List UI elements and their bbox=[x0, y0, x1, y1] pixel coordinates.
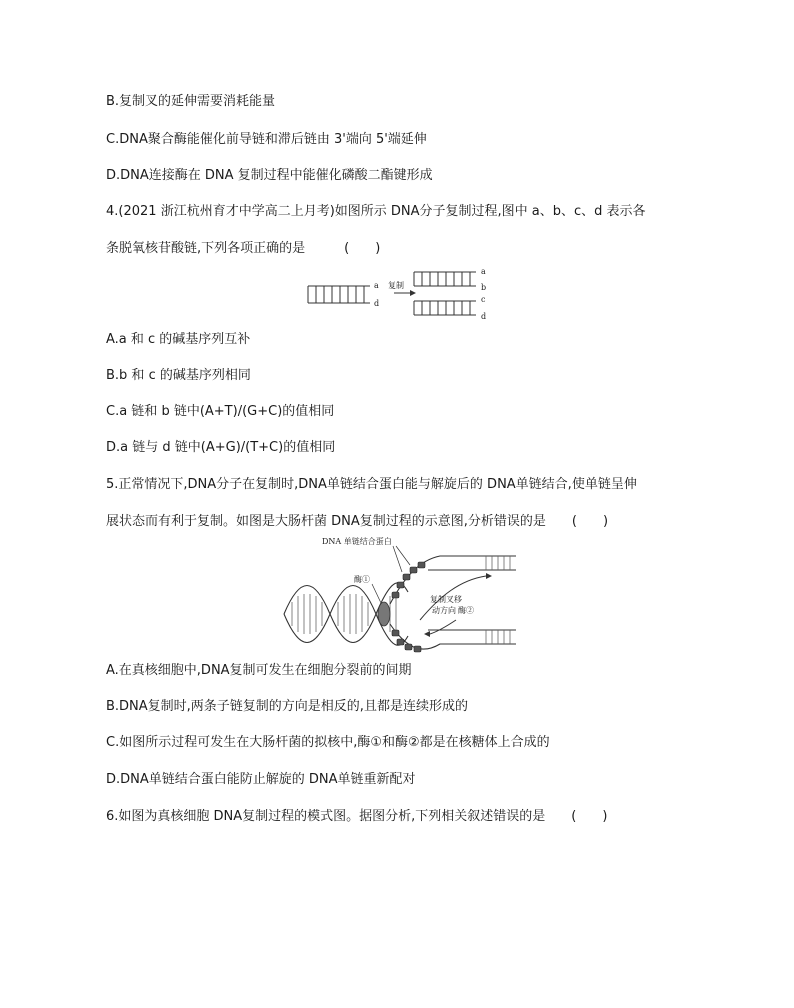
q3-option-b: B.复制叉的延伸需要消耗能量 bbox=[106, 94, 276, 109]
q4-option-d: D.a 链与 d 链中(A+G)/(T+C)的值相同 bbox=[106, 440, 336, 455]
q4-arrow-label: 复制 bbox=[388, 281, 404, 290]
q4-stem-line1: 4.(2021 浙江杭州育才中学高二上月考)如图所示 DNA分子复制过程,图中 a、b、c、d 表示各 bbox=[106, 204, 646, 219]
q5-option-c: C.如图所示过程可发生在大肠杆菌的拟核中,酶①和酶②都是在核糖体上合成的 bbox=[106, 735, 550, 750]
q4-label-b-right: b bbox=[481, 283, 487, 292]
q4-replication-figure bbox=[304, 266, 494, 322]
q5-option-a: A.在真核细胞中,DNA复制可发生在细胞分裂前的间期 bbox=[106, 663, 412, 678]
q4-option-a: A.a 和 c 的碱基序列互补 bbox=[106, 332, 251, 347]
q5-ssb-label: DNA 单链结合蛋白 bbox=[322, 537, 392, 546]
q3-option-d: D.DNA连接酶在 DNA 复制过程中能催化磷酸二酯键形成 bbox=[106, 168, 433, 183]
q5-fork-label-line2: 动方向 bbox=[432, 606, 456, 615]
q5-stem-line1: 5.正常情况下,DNA分子在复制时,DNA单链结合蛋白能与解旋后的 DNA单链结合,使单链呈伸 bbox=[106, 477, 637, 492]
q5-enzyme2-label: 酶② bbox=[458, 606, 474, 615]
q5-option-d: D.DNA单链结合蛋白能防止解旋的 DNA单链重新配对 bbox=[106, 772, 416, 787]
q3-option-c: C.DNA聚合酶能催化前导链和滞后链由 3'端向 5'端延伸 bbox=[106, 132, 427, 147]
q4-option-c: C.a 链和 b 链中(A+T)/(G+C)的值相同 bbox=[106, 404, 335, 419]
q4-label-a-right: a bbox=[481, 267, 486, 276]
q4-label-c-right: c bbox=[481, 295, 486, 304]
q5-stem-line2: 展状态而有利于复制。如图是大肠杆菌 DNA复制过程的示意图,分析错误的是 ( ) bbox=[106, 514, 609, 529]
q5-enzyme1-label: 酶① bbox=[354, 575, 370, 584]
q4-label-d-left: d bbox=[374, 299, 380, 308]
q4-label-d-right: d bbox=[481, 312, 487, 321]
q5-fork-label-line1: 复制叉移 bbox=[430, 595, 462, 604]
q4-stem-line2: 条脱氧核苷酸链,下列各项正确的是 ( ) bbox=[106, 241, 381, 256]
q4-option-b: B.b 和 c 的碱基序列相同 bbox=[106, 368, 251, 383]
enzyme1-helicase bbox=[378, 602, 390, 626]
q4-label-a-left: a bbox=[374, 281, 379, 290]
q5-option-b: B.DNA复制时,两条子链复制的方向是相反的,且都是连续形成的 bbox=[106, 699, 468, 714]
q6-stem: 6.如图为真核细胞 DNA复制过程的模式图。据图分析,下列相关叙述错误的是 ( ) bbox=[106, 809, 608, 824]
q5-ecoli-replication-figure bbox=[280, 536, 520, 656]
